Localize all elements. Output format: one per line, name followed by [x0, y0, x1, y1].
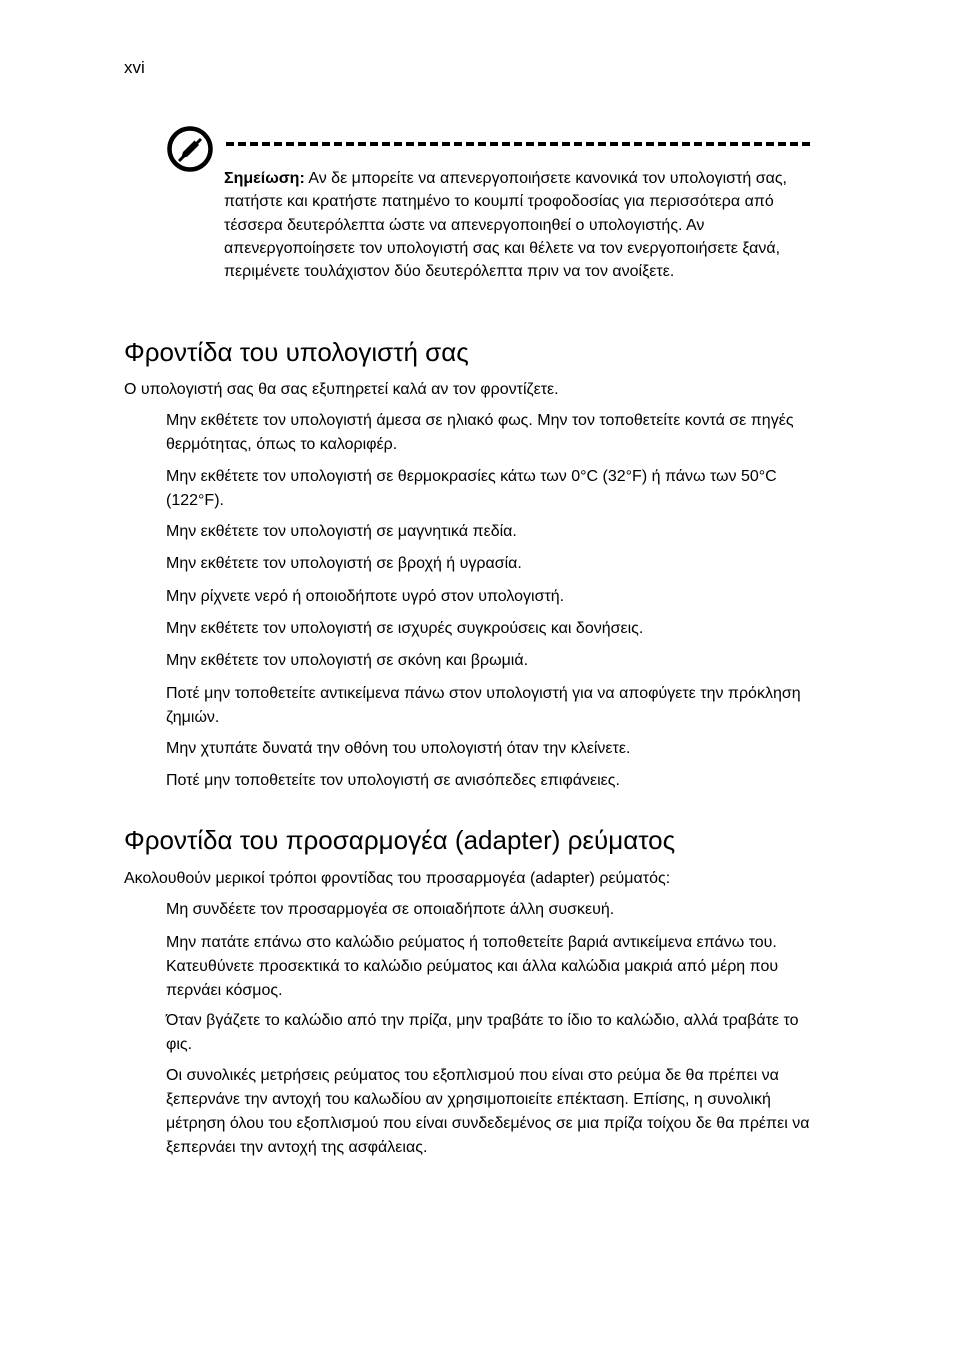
note-body: Αν δε μπορείτε να απενεργοποιήσετε κανονικά τον υπολογιστή σας, πατήστε και κρατήστε πατημένο το κουμπί τροφοδοσίας για περισσότερα από τέσσερα δευτερόλεπτα ώστε να απενεργοποιηθεί ο υπολογιστής. Αν απενεργοποίησετε τον υπολογιστή σας και θέλετε να τον ενεργοποιήσετε ξανά, περιμένετε τουλάχιστον δύο δευτερόλεπτα πριν να τον ανοίξετε. — [224, 170, 787, 281]
list-item: Μη συνδέετε τον προσαρμογέα σε οποιαδήποτε άλλη συσκευή. — [166, 901, 615, 918]
list-item: Όταν βγάζετε το καλώδιο από την πρίζα, μην τραβάτε το ίδιο το καλώδιο, αλλά τραβάτε το φις. — [166, 1012, 799, 1053]
list-item: Μην εκθέτετε τον υπολογιστή σε μαγνητικά πεδία. — [166, 523, 517, 540]
list-item: Οι συνολικές μετρήσεις ρεύματος του εξοπλισμού που είναι στο ρεύμα δε θα πρέπει να ξεπερνάνε την αντοχή του καλωδίου αν χρησιμοποιείτε επέκταση. Επίσης, η συνολική μέτρηση όλου του εξοπλισμού που είναι συνδεδεμένος σε μια πρίζα τοίχου δε θα πρέπει να ξεπερνάει την αντοχή της ασφάλειας. — [166, 1067, 810, 1156]
page-number: xvi — [124, 58, 145, 77]
section-title-adapter-care: Φροντίδα του προσαρμογέα (adapter) ρεύματος — [124, 825, 676, 855]
note-pencil-icon — [166, 125, 214, 173]
list-item: Μην ρίχνετε νερό ή οποιοδήποτε υγρό στον υπολογιστή. — [166, 588, 565, 605]
list-item: Μην εκθέτετε τον υπολογιστή σε σκόνη και βρωμιά. — [166, 652, 529, 669]
note-label: Σημείωση: — [224, 170, 305, 187]
section-intro-adapter-care: Ακολουθούν μερικοί τρόποι φροντίδας του προσαρμογέα (adapter) ρεύματός: — [124, 870, 671, 887]
note-divider — [226, 142, 810, 146]
section-intro-computer-care: Ο υπολογιστή σας θα σας εξυπηρετεί καλά αν τον φροντίζετε. — [124, 381, 559, 398]
list-item: Μην εκθέτετε τον υπολογιστή άμεσα σε ηλιακό φως. Μην τον τοποθετείτε κοντά σε πηγές θερμότητας, όπως το καλοριφέρ. — [166, 412, 794, 453]
list-item: Μην εκθέτετε τον υπολογιστή σε ισχυρές συγκρούσεις και δονήσεις. — [166, 620, 644, 637]
list-item: Ποτέ μην τοποθετείτε αντικείμενα πάνω στον υπολογιστή για να αποφύγετε την πρόκληση ζημιών. — [166, 685, 801, 726]
list-item: Μην χτυπάτε δυνατά την οθόνη του υπολογιστή όταν την κλείνετε. — [166, 740, 631, 757]
list-item: Ποτέ μην τοποθετείτε τον υπολογιστή σε ανισόπεδες επιφάνειες. — [166, 772, 620, 789]
list-item: Μην εκθέτετε τον υπολογιστή σε βροχή ή υγρασία. — [166, 555, 522, 572]
list-item: Μην εκθέτετε τον υπολογιστή σε θερμοκρασίες κάτω των 0°C (32°F) ή πάνω των 50°C (122°F). — [166, 468, 777, 509]
list-item: Μην πατάτε επάνω στο καλώδιο ρεύματος ή τοποθετείτε βαριά αντικείμενα επάνω του. Κατευθύνετε προσεκτικά το καλώδιο ρεύματος και άλλα καλώδια μακριά από μέρη που περνάει κόσμος. — [166, 934, 779, 999]
note-text — [224, 167, 814, 283]
section-title-computer-care: Φροντίδα του υπολογιστή σας — [124, 337, 469, 367]
